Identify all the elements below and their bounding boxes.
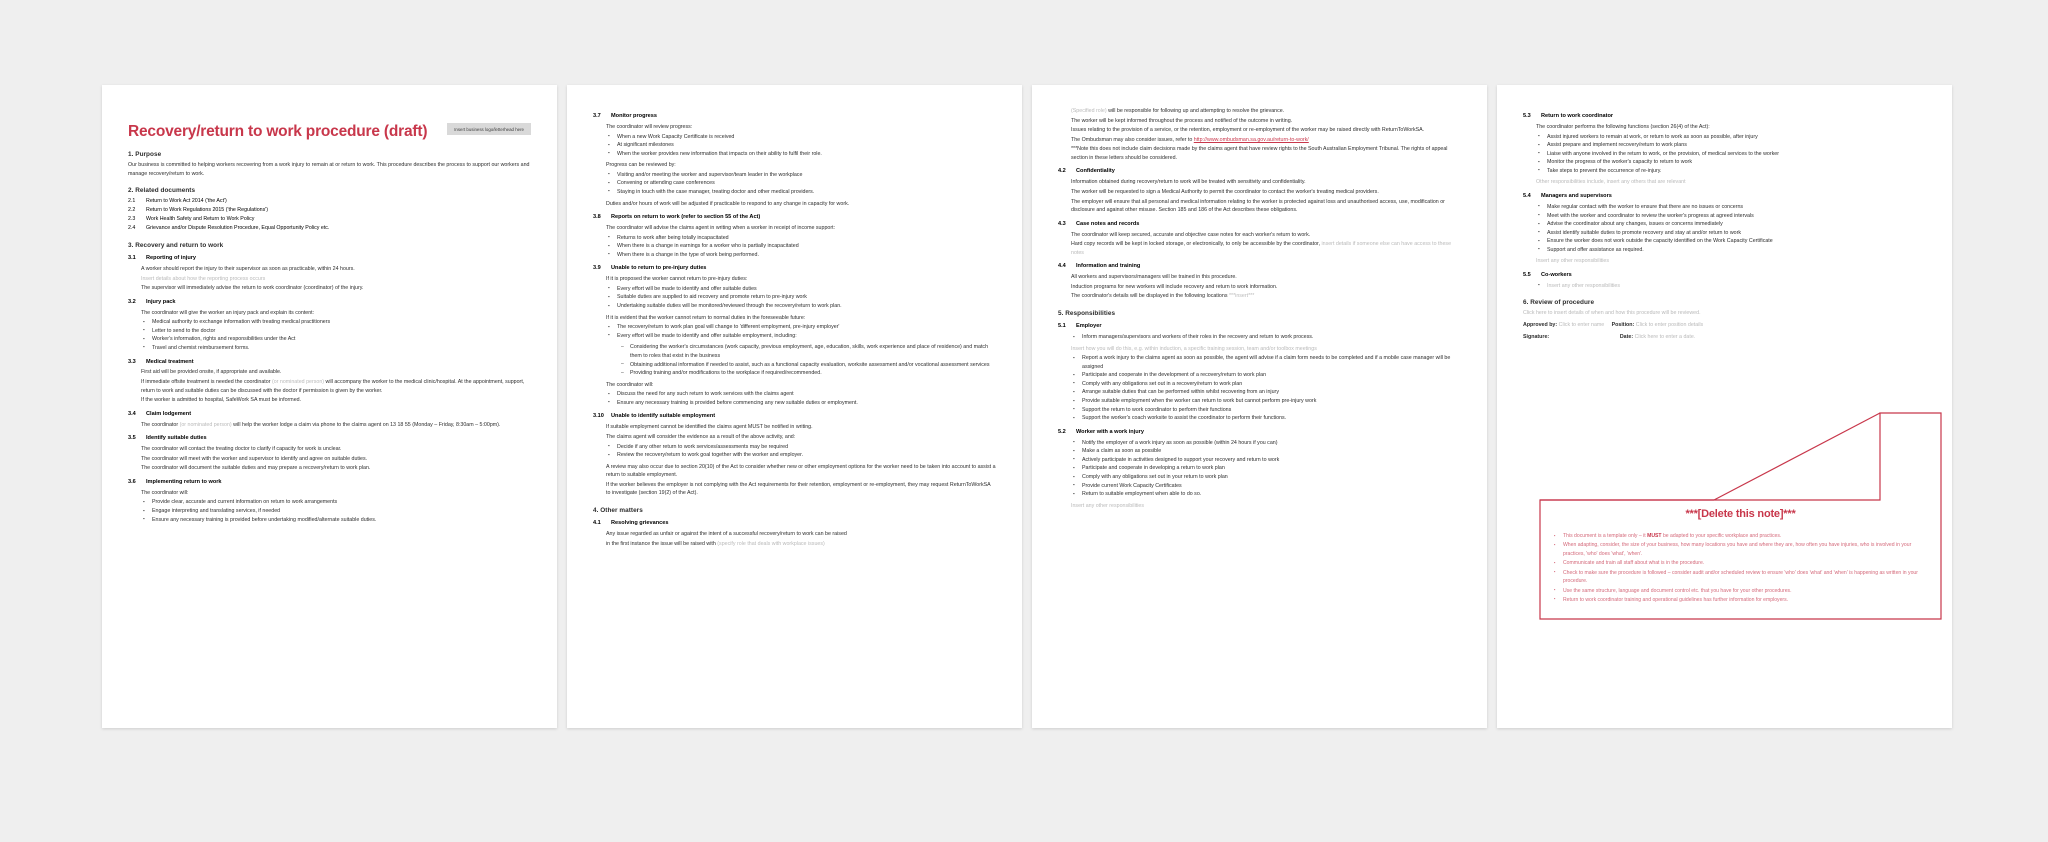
note-item: ▪ Return to work coordinator training and operational guidelines has further information for employers. [1553, 596, 1930, 605]
sub-number: 3.7 [593, 113, 601, 119]
list-item: ▪ Comply with any obligations set out in your return to work plan [1071, 473, 1461, 482]
delete-note-list [1553, 532, 1930, 605]
list-item: ▪ Comply with any obligations set out in a recovery/return to work plan [1071, 380, 1461, 389]
subheading-unable-identify-employment [593, 412, 996, 421]
document-page-4[interactable] [1497, 85, 1952, 728]
claim-p1-placeholder[interactable]: (or nominated person) [179, 421, 232, 428]
grievance-p-note: ***Note this does not include claim decisions made by the claims agent that have review rights to the South Australian Employment Tribunal. The rights of appeal section in these letters should be considered. [1071, 146, 1448, 161]
subheading-information-training [1058, 262, 1461, 271]
grievance-followup [1071, 107, 1461, 116]
list-item: ▪ The recovery/return to work plan goal will change to 'different employment, pre-injury employer' [606, 323, 996, 332]
list-item: ▪ Convening or attending case conferences [606, 179, 996, 188]
subheading-rtw-coordinator [1523, 112, 1926, 121]
preinjury-list-2 [593, 323, 996, 340]
sub-number: 3.8 [593, 214, 601, 221]
unable-p1: If suitable employment cannot be identified the claims agent MUST be notified in writing. [606, 424, 813, 431]
subheading-worker-with-injury [1058, 428, 1461, 437]
subheading-claim-lodgement [128, 410, 531, 419]
medical-p1: First aid will be provided onsite, if appropriate and available. [141, 369, 282, 376]
list-item: ▪ Support and offer assistance as required. [1536, 246, 1926, 255]
implement-list [128, 498, 531, 524]
list-item: ▪ Assist injured workers to remain at work, or return to work as soon as possible, after injury [1536, 133, 1926, 142]
sub-title: Reports on return to work (refer to section 55 of the Act) [611, 214, 761, 221]
coordinator-list [1523, 133, 1926, 176]
reports-intro: The coordinator will advise the claims agent in writing when a worker in receipt of income support: [606, 225, 836, 232]
heading-related-documents: 2. Related documents [128, 187, 196, 195]
date-value[interactable]: Click here to enter a date. [1634, 333, 1696, 340]
review-placeholder[interactable]: Click here to insert details of when and how this procedure will be reviewed. [1523, 310, 1701, 317]
sub-title: Case notes and records [1076, 220, 1140, 227]
list-item: ▪ Support the worker's coach worksite to assist the coordinator to perform their functions. [1071, 414, 1461, 423]
sub-title: Medical treatment [146, 358, 194, 365]
monitor-intro: The coordinator will review progress: [606, 123, 693, 130]
approved-by-value[interactable]: Click to enter name [1558, 322, 1605, 329]
list-item: ▪ Visiting and/or meeting the worker and supervisor/team leader in the workplace [606, 171, 996, 180]
training-p2: Induction programs for new workers will include recovery and return to work information. [1071, 283, 1278, 290]
list-item: ▪ Every effort will be made to identify and offer suitable employment, including: [606, 332, 996, 341]
sub-title: Worker with a work injury [1076, 428, 1144, 435]
list-item: ▪ Engage interpreting and translating services, if needed [141, 507, 531, 516]
sub-number: 5.2 [1058, 428, 1066, 435]
duties-p3: The coordinator will document the suitable duties and may prepare a recovery/return to work plan. [141, 465, 371, 472]
sub-title: Confidentiality [1076, 168, 1115, 175]
claim-p1-c: will help the worker lodge a claim via phone to the claims agent on 13 18 55 (Monday – Friday, 8:30am – 5:00pm). [231, 421, 501, 428]
preinjury-list-3 [593, 343, 996, 377]
sub-number: 5.4 [1523, 192, 1531, 199]
position-value[interactable]: Click to enter position details [1635, 322, 1704, 329]
sub-title: Implementing return to work [146, 478, 222, 485]
unable-p3: A review may also occur due to section 20(10) of the Act to consider whether new or other employment options for the worker need to be taken into account to assist a return to suitable employment. [606, 463, 996, 479]
grievance-followup-text: will be responsible for following up and attempting to resolve the grievance. [1106, 108, 1285, 114]
sub-number: 5.1 [1058, 323, 1066, 330]
list-item: ▪ Participate and cooperate in developing a return to work plan [1071, 464, 1461, 473]
sub-number: 3.2 [128, 298, 136, 305]
approved-by-label: Approved by: [1523, 322, 1558, 329]
list-item: ▪ Support the return to work coordinator to perform their functions [1071, 406, 1461, 415]
signature-row [1523, 333, 1926, 342]
delete-note-title: ***[Delete this note]*** [1685, 508, 1796, 520]
sub-number: 3.1 [128, 255, 136, 262]
list-item: – Obtaining additional information if needed to assist, such as a functional capacity evaluation, worksite assessment and/or vocational assessment services [619, 361, 996, 370]
list-item: ▪ Make regular contact with the worker to ensure that there are no issues or concerns [1536, 203, 1926, 212]
subheading-employer [1058, 322, 1461, 331]
note-item [1553, 532, 1930, 541]
note-item: ▪ Use the same structure, language and document control etc. that you have for your other procedures. [1553, 587, 1930, 596]
monitor-p3: Duties and/or hours of work will be adjusted if practicable to respond to any change in capacity for work. [606, 200, 850, 207]
preinjury-intro-3: The coordinator will: [606, 381, 654, 388]
sub-number: 3.9 [593, 265, 601, 272]
list-item: ▪ Notify the employer of a work injury as soon as possible (within 24 hours if you can) [1071, 439, 1461, 448]
item-text: Return to Work Act 2014 ('the Act') [146, 198, 227, 205]
list-item: ▪ Assist identify suitable duties to promote recovery and stay at and/or return to work [1536, 229, 1926, 238]
grievance-p-ombudsman [1071, 136, 1461, 145]
heading-responsibilities: 5. Responsibilities [1058, 310, 1116, 318]
coordinator-placeholder[interactable]: Other responsibilities include, insert any others that are relevant [1536, 179, 1686, 186]
medical-p2-c: will accompany the worker to the medical clinic/hospital. At the appointment, support, return to work and suitable duties can be discussed with the doctor if permission is given by the worker. [141, 379, 525, 394]
subheading-confidentiality [1058, 167, 1461, 176]
medical-p2 [141, 378, 531, 395]
list-item: ▪ Letter to send to the doctor [141, 327, 531, 336]
list-item: – Considering the worker's circumstances (work capacity, previous employment, age, education, skills, work experience and place of residence) and match them to roles that exist in the business [619, 343, 996, 360]
sub-number: 3.10 [593, 413, 604, 420]
note-item-pre: This document is a template only – it [1563, 533, 1648, 539]
list-item: ▪ Undertaking suitable duties will be monitored/reviewed through the recovery/return to work plan. [606, 302, 996, 311]
related-doc-item [128, 206, 531, 215]
duties-p2: The coordinator will meet with the worker and supervisor to identify and agree on suitable duties. [141, 455, 368, 462]
heading-review-of-procedure: 6. Review of procedure [1523, 299, 1595, 307]
unable-p4: If the worker believes the employer is not complying with the Act requirements for their retention, employment or re-employment, they may request ReturnToWorkSA to investigate (section 19(2) of the Act). [606, 481, 991, 497]
grievance-p1: Any issue regarded as unfair or against the intent of a successful recovery/return to work can be raised [606, 530, 847, 537]
sub-title: Claim lodgement [146, 410, 192, 417]
list-item: ▪ Make a claim as soon as possible [1071, 447, 1461, 456]
reporting-p2[interactable]: Insert details about how the reporting process occurs [141, 275, 266, 282]
note-item-bold: MUST [1647, 533, 1662, 539]
sub-title: Resolving grievances [611, 519, 669, 526]
sub-title: Injury pack [146, 298, 176, 305]
list-item: ▪ Travel and chemist reimbursement forms. [141, 344, 531, 353]
reporting-p3: The supervisor will immediately advise the return to work coordinator (coordinator) of the injury. [141, 285, 364, 292]
grievance-p2-a: in the first instance the issue will be raised with [606, 540, 718, 547]
list-item: ▪ At significant milestones [606, 141, 996, 150]
sub-number: 4.4 [1058, 263, 1066, 270]
sub-title: Employer [1076, 323, 1102, 330]
signature-label: Signature: [1523, 333, 1550, 340]
training-p3 [1071, 292, 1461, 301]
list-item: ▪ Ensure any necessary training is provided before commencing any new suitable duties or employment. [606, 399, 996, 408]
confidentiality-p1: Information obtained during recovery/return to work will be treated with sensitivity and confidentiality. [1071, 179, 1306, 186]
case-notes-placeholder[interactable]: insert details if someone else can have access to these notes [1071, 241, 1452, 256]
list-item: ▪ Return to suitable employment when able to do so. [1071, 490, 1461, 499]
list-item: ▪ Ensure any necessary training is provided before undertaking modified/alternate suitable duties. [141, 516, 531, 525]
grievance-p-informed: The worker will be kept informed throughout the process and notified of the outcome in writing. [1071, 117, 1293, 124]
sub-number: 3.6 [128, 478, 136, 485]
list-item: ▪ Medical authority to exchange information with treating medical practitioners [141, 318, 531, 327]
ombudsman-text: The Ombudsman may also consider issues, refer to [1071, 136, 1194, 143]
heading-recovery-return-to-work: 3. Recovery and return to work [128, 242, 224, 250]
sub-title: Managers and supervisors [1541, 192, 1612, 199]
training-placeholder[interactable]: ***insert*** [1228, 293, 1255, 300]
list-item: ▪ When a new Work Capacity Certificate is received [606, 133, 996, 142]
sub-number: 5.5 [1523, 271, 1531, 278]
employer-list-2 [1058, 354, 1461, 423]
list-item: ▪ When the worker provides new information that impacts on their ability to fulfil their role. [606, 150, 996, 159]
sub-number: 3.3 [128, 358, 136, 365]
list-item: ▪ Every effort will be made to identify and offer suitable duties [606, 285, 996, 294]
list-item: ▪ Take steps to prevent the occurrence of re-injury. [1536, 167, 1926, 176]
position-label: Position: [1611, 322, 1635, 329]
approval-row [1523, 321, 1926, 330]
case-notes-p2-a: Hard copy records will be kept in locked storage, or electronically, to only be accessible by the coordinator, [1071, 241, 1322, 248]
date-label: Date: [1619, 333, 1634, 340]
training-p3-a: The coordinator's details will be displayed in the following locations [1071, 293, 1229, 300]
subheading-medical-treatment [128, 358, 531, 367]
item-number: 2.2 [128, 207, 136, 214]
subheading-reporting-of-injury [128, 254, 531, 263]
claim-p1 [141, 421, 531, 430]
item-number: 2.4 [128, 225, 136, 232]
monitor-list-1 [593, 133, 996, 159]
grievance-p2 [606, 540, 996, 549]
heading-other-matters: 4. Other matters [593, 506, 643, 514]
preinjury-list-4 [593, 390, 996, 407]
list-item: ▪ Decide if any other return to work services/assessments may be required [606, 443, 996, 452]
list-item[interactable]: ▪ Insert any other responsibilities [1536, 282, 1926, 291]
sub-title: Co-workers [1541, 271, 1572, 278]
managers-list [1523, 203, 1926, 254]
note-item: ▪ When adapting, consider, the size of your business, how many locations you have and where they are, how often you have injuries, who is involved in your practices, 'who' does 'what', 'when'. [1553, 541, 1930, 559]
page-title-main: Recovery/return to work procedure [128, 123, 380, 140]
sub-number: 4.1 [593, 519, 601, 526]
sub-number: 3.5 [128, 435, 136, 442]
subheading-case-notes [1058, 220, 1461, 229]
list-item: ▪ Review the recovery/return to work goal together with the worker and employer. [606, 451, 996, 460]
item-text: Return to Work Regulations 2015 ('the Regulations') [146, 207, 269, 214]
reporting-p1: A worker should report the injury to their supervisor as soon as practicable, within 24 hours. [141, 265, 355, 272]
list-item: ▪ Participate and cooperate in the development of a recovery/return to work plan [1071, 371, 1461, 380]
subheading-managers-supervisors [1523, 192, 1926, 201]
document-page-1[interactable] [102, 85, 557, 728]
sub-title: Identify suitable duties [146, 435, 207, 442]
item-number: 2.1 [128, 198, 136, 205]
duties-p1: The coordinator will contact the treating doctor to clarify if capacity for work is unclear. [141, 446, 342, 453]
list-item: ▪ When there is a change in earnings for a worker who is partially incapacitated [606, 242, 996, 251]
sub-title: Unable to identify suitable employment [611, 413, 716, 420]
related-doc-item [128, 224, 531, 233]
unable-list [593, 443, 996, 460]
delete-note-callout[interactable] [1539, 412, 1942, 620]
medical-p2-a: If immediate offsite treatment is needed the coordinator [141, 379, 272, 386]
list-item: ▪ Returns to work after being totally incapacitated [606, 234, 996, 243]
confidentiality-p3: The employer will ensure that all personal and medical information relating to the worker is protected against loss and unauthorised access, use, modification or disclosure and against other misuse. Section 185 and 186 of the Act describes these obligations. [1071, 198, 1445, 214]
purpose-body: Our business is committed to helping workers recovering from a work injury to remain at or return to work. This procedure describes the process to support our workers and manage recovery/return to work. [128, 162, 530, 177]
subheading-monitor-progress [593, 112, 996, 121]
monitor-intro-2: Progress can be reviewed by: [606, 162, 676, 169]
subheading-identify-suitable-duties [128, 434, 531, 443]
confidentiality-p2: The worker will be requested to sign a Medical Authority to permit the coordinator to contact the worker's treating medical providers. [1071, 188, 1379, 195]
unable-p2: The claims agent will consider the evidence as a result of the above activity, and: [606, 433, 796, 440]
sub-number: 5.3 [1523, 113, 1531, 119]
sub-number: 3.4 [128, 410, 136, 417]
list-item: ▪ Meet with the worker and coordinator to review the worker's progress at agreed intervals [1536, 212, 1926, 221]
related-doc-item [128, 197, 531, 206]
list-item: ▪ Discuss the need for any such return to work services with the claims agent [606, 390, 996, 399]
item-text: Grievance and/or Dispute Resolution Procedure, Equal Opportunity Policy etc. [146, 225, 330, 232]
list-item: ▪ When there is a change in the type of work being performed. [606, 251, 996, 260]
list-item: ▪ Advise the coordinator about any changes, issues or concerns immediately [1536, 220, 1926, 229]
sub-number: 4.2 [1058, 168, 1066, 175]
note-item-post: be adapted to your specific workplace and practices. [1661, 533, 1782, 539]
list-item: ▪ Provide suitable employment when the worker can return to work but cannot perform pre-injury work [1071, 397, 1461, 406]
worker-list [1058, 439, 1461, 499]
list-item: ▪ Ensure the worker does not work outside the capacity identified on the Work Capacity Certificate [1536, 237, 1926, 246]
page-title-draft: (draft) [379, 123, 428, 140]
reports-list [593, 234, 996, 260]
medical-p2-placeholder[interactable]: (or nominated person) [271, 379, 325, 386]
sub-title: Information and training [1076, 263, 1141, 270]
item-text: Work Health Safety and Return to Work Policy [146, 216, 255, 223]
grievance-p-rtwsa: Issues relating to the provision of a service, or the retention, employment or re-employment of the worker may be raised directly with ReturnToWorkSA. [1071, 127, 1425, 134]
list-item: ▪ Provide clear, accurate and current information on return to work arrangements [141, 498, 531, 507]
employer-list-1 [1058, 333, 1461, 342]
subheading-injury-pack [128, 298, 531, 307]
co-workers-list [1523, 282, 1926, 291]
subheading-unable-return-preinjury [593, 264, 996, 273]
subheading-resolving-grievances [593, 519, 996, 528]
list-item: ▪ Monitor the progress of the worker's capacity to return to work [1536, 158, 1926, 167]
list-item: – Providing training and/or modifications to the workplace if required/recommended. [619, 369, 996, 378]
heading-purpose: 1. Purpose [128, 151, 162, 159]
list-item: ▪ Worker's information, rights and responsibilities under the Act [141, 335, 531, 344]
employer-placeholder[interactable]: Insert how you will do this, e.g. within induction, a specific training session, team and/or toolbox meetings [1071, 345, 1317, 352]
list-item: ▪ Report a work injury to the claims agent as soon as possible, the agent will advise if a claim form needs to be completed and if a mobile case manager will be assigned [1071, 354, 1461, 371]
sub-title: Reporting of injury [146, 255, 197, 262]
note-item: ▪ Communicate and train all staff about what is in the procedure. [1553, 559, 1930, 568]
sub-title: Monitor progress [611, 113, 657, 119]
subheading-co-workers [1523, 271, 1926, 280]
injury-pack-intro: The coordinator will give the worker an injury pack and explain its content: [141, 309, 315, 316]
related-doc-item [128, 215, 531, 224]
implement-intro: The coordinator will: [141, 489, 189, 496]
managers-placeholder[interactable]: Insert any other responsibilities [1536, 258, 1610, 265]
note-item: ▪ Check to make sure the procedure is followed – consider audit and/or scheduled review to ensure 'who' does 'what' and 'when' is happening as written in your procedure. [1553, 569, 1930, 587]
list-item: ▪ Liaise with anyone involved in the return to work, or the provision, of medical services to the worker [1536, 150, 1926, 159]
worker-placeholder[interactable]: Insert any other responsibilities [1071, 502, 1145, 509]
page-strip [102, 85, 1952, 728]
document-page-2[interactable] [567, 85, 1022, 728]
subheading-implementing-return-to-work [128, 478, 531, 487]
subheading-reports-on-return-to-work [593, 213, 996, 222]
list-item: ▪ Actively participate in activities designed to support your recovery and return to work [1071, 456, 1461, 465]
monitor-list-2 [593, 171, 996, 197]
coordinator-intro: The coordinator performs the following functions (section 26(4) of the Act): [1536, 123, 1710, 130]
ombudsman-link[interactable]: http://www.ombudsman.sa.gov.au/return-to-work/ [1193, 136, 1309, 143]
preinjury-intro-2: If it is evident that the worker cannot return to normal duties in the foreseeable future: [606, 314, 806, 321]
sub-title: Return to work coordinator [1541, 113, 1614, 119]
case-notes-p2 [1071, 240, 1461, 257]
preinjury-list-1 [593, 285, 996, 311]
list-item: ▪ Suitable duties are supplied to aid recovery and promote return to pre-injury work [606, 293, 996, 302]
document-page-3[interactable] [1032, 85, 1487, 728]
grievance-role-placeholder[interactable]: (Specified role) [1071, 108, 1107, 114]
list-item: ▪ Arrange suitable duties that can be performed within whilst recovering from an injury [1071, 388, 1461, 397]
claim-p1-a: The coordinator [141, 421, 180, 428]
insert-logo-placeholder[interactable]: Insert business logo/letterhead here [447, 123, 531, 135]
sub-title: Unable to return to pre-injury duties [611, 265, 707, 272]
sub-number: 4.3 [1058, 220, 1066, 227]
item-number: 2.3 [128, 216, 136, 223]
case-notes-p1: The coordinator will keep secured, accurate and objective case notes for each worker's return to work. [1071, 231, 1311, 238]
training-p1: All workers and supervisors/managers will be trained in this procedure. [1071, 274, 1237, 281]
list-item: ▪ Staying in touch with the case manager, treating doctor and other medical providers. [606, 188, 996, 197]
list-item: ▪ Inform managers/supervisors and workers of their roles in the recovery and return to work process. [1071, 333, 1461, 342]
list-item: ▪ Assist prepare and implement recovery/return to work plans [1536, 141, 1926, 150]
grievance-p2-placeholder[interactable]: (specify role that deals with workplace issues) [717, 540, 825, 547]
medical-p3: If the worker is admitted to hospital, SafeWork SA must be informed. [141, 397, 302, 404]
injury-pack-list [128, 318, 531, 352]
preinjury-intro-1: If it is proposed the worker cannot return to pre-injury duties: [606, 276, 748, 283]
list-item: ▪ Provide current Work Capacity Certificates [1071, 482, 1461, 491]
